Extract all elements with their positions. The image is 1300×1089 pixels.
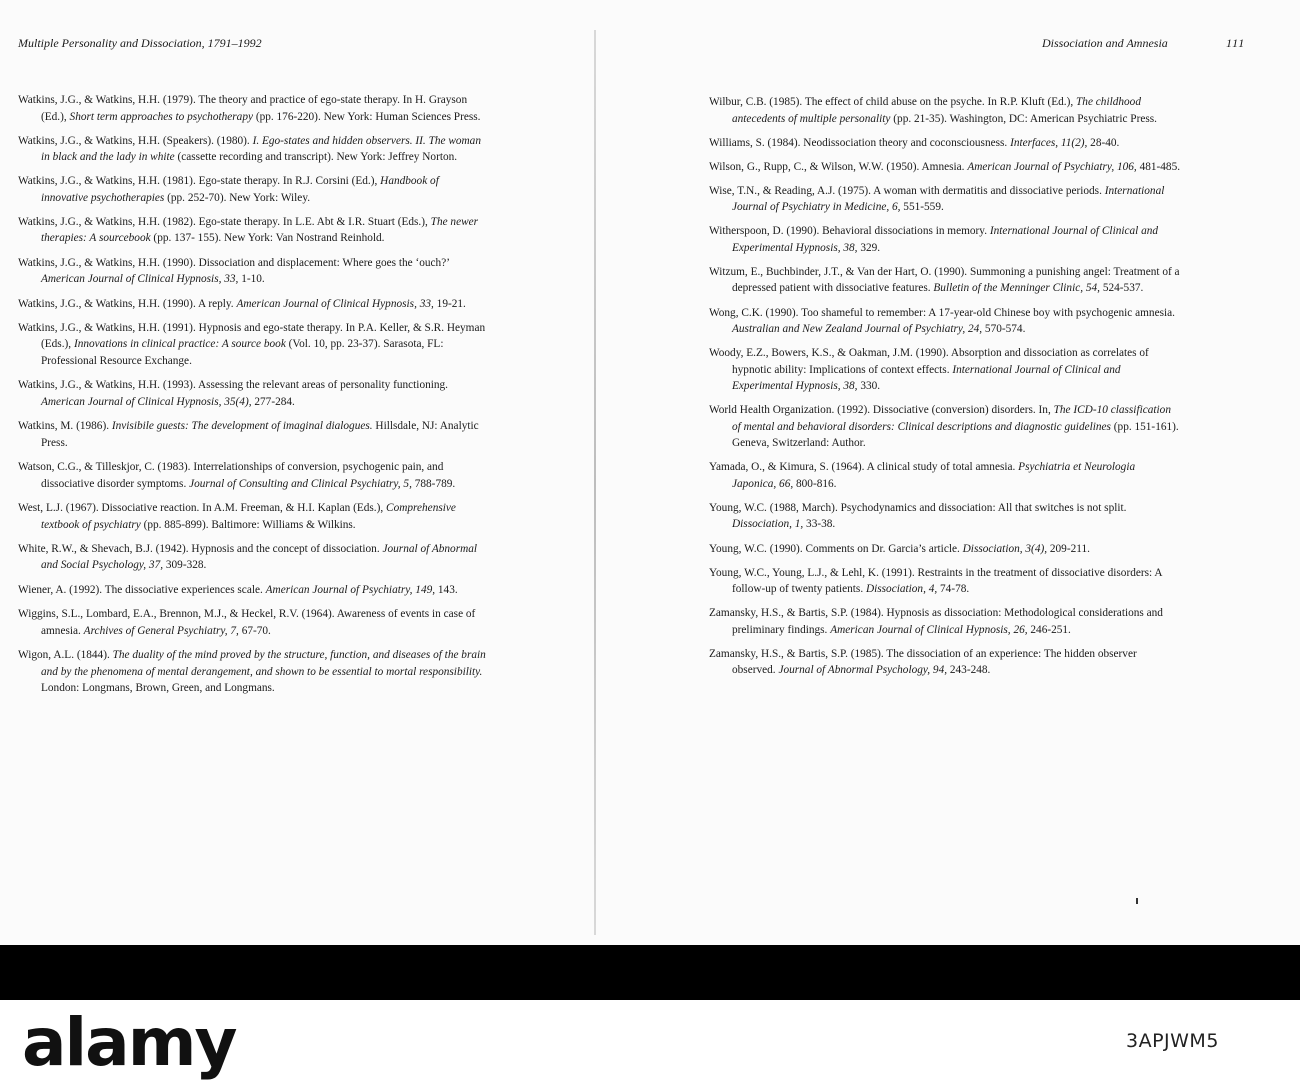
reference-title: Australian and New Zealand Journal of Psychiatry, 24, xyxy=(732,323,983,336)
reference-entry xyxy=(18,377,488,410)
reference-text: 19-21. xyxy=(433,297,466,310)
reference-title: International Journal of Psychiatry in Medicine, 6, xyxy=(732,184,1165,214)
reference-text: Watkins, J.G., & Watkins, H.H. (1990). Dissociation and displacement: Where goes the ‘ouch?’ xyxy=(18,256,450,269)
reference-title: The childhood antecedents of multiple personality xyxy=(732,96,1141,125)
reference-title: Invisibile guests: The development of imaginal dialogues. xyxy=(111,420,373,433)
reference-text: 788-789. xyxy=(411,477,456,490)
reference-text: 309-328. xyxy=(163,559,207,572)
reference-title: American Journal of Clinical Hypnosis, 35(4), xyxy=(41,395,252,408)
reference-title: American Journal of Clinical Hypnosis, 33, xyxy=(236,297,434,310)
reference-entry xyxy=(18,92,488,125)
reference-text: 800-816. xyxy=(793,477,837,490)
reference-text: 1-10. xyxy=(238,273,265,286)
reference-text: West, L.J. (1967). Dissociative reaction. In A.M. Freeman, & H.I. Kaplan (Eds.), xyxy=(18,502,387,515)
reference-text: Watkins, J.G., & Watkins, H.H. (1990). A reply. xyxy=(18,297,237,310)
reference-text: (pp. 252-70). New York: Wiley. xyxy=(164,191,311,204)
reference-text: Watkins, J.G., & Watkins, H.H. (1993). Assessing the relevant areas of personality functioning. xyxy=(18,379,449,392)
reference-entry xyxy=(18,173,488,206)
reference-text: Young, W.C. (1990). Comments on Dr. Garcia’s article. xyxy=(709,542,963,555)
reference-text: 67-70. xyxy=(238,624,271,637)
reference-entry xyxy=(709,402,1181,452)
reference-text: 209-211. xyxy=(1047,542,1090,555)
reference-text: (pp. 885-899). Baltimore: Williams & Wilkins. xyxy=(140,518,356,531)
reference-entry xyxy=(709,223,1181,256)
reference-text: 143. xyxy=(435,583,458,596)
reference-text: Witzum, E., Buchbinder, J.T., & Van der Hart, O. (1990). Summoning a punishing angel: Treatment of a depressed patient with dissociative features. xyxy=(709,265,1180,295)
reference-title: The ICD-10 classification of mental and behavioral disorders: Clinical descriptions and diagnostic guidelines xyxy=(732,404,1171,433)
reference-entry xyxy=(18,541,488,574)
reference-text: 28-40. xyxy=(1087,136,1120,149)
reference-title: Psychiatria et Neurologia Japonica, 66, xyxy=(732,461,1136,490)
reference-text: (pp. 137- 155). New York: Van Nostrand Reinhold. xyxy=(150,232,385,245)
reference-text: Witherspoon, D. (1990). Behavioral dissociations in memory. xyxy=(709,225,990,238)
reference-entry xyxy=(18,606,488,639)
reference-entry xyxy=(709,305,1181,338)
reference-entry xyxy=(709,565,1181,598)
reference-title: The newer therapies: A sourcebook xyxy=(41,215,479,245)
reference-text: Watkins, J.G., & Watkins, H.H. (1982). Ego-state therapy. In L.E. Abt & I.R. Stuart (Eds.), xyxy=(18,215,431,228)
reference-text: Wilbur, C.B. (1985). The effect of child abuse on the psyche. In R.P. Kluft (Ed.), xyxy=(709,96,1077,108)
reference-text: Wiggins, S.L., Lombard, E.A., Brennon, M.J., & Heckel, R.V. (1964). Awareness of events in case of amnesia. xyxy=(18,608,476,637)
reference-title: Short term approaches to psychotherapy xyxy=(69,110,253,123)
reference-text: Wilson, G., Rupp, C., & Wilson, W.W. (1950). Amnesia. xyxy=(709,160,968,173)
reference-text: Wigon, A.L. (1844). xyxy=(18,649,113,662)
reference-entry xyxy=(18,647,488,697)
reference-title: Handbook of innovative psychotherapies xyxy=(41,175,439,204)
reference-title: Archives of General Psychiatry, 7, xyxy=(83,624,239,637)
reference-text: 329. xyxy=(857,241,881,254)
reference-text: 570-574. xyxy=(982,323,1026,336)
reference-text: Hillsdale, NJ: Analytic Press. xyxy=(41,420,479,449)
reference-title: Interfaces, 11(2), xyxy=(1010,136,1088,149)
reference-entry xyxy=(18,459,488,492)
reference-text: Watkins, M. (1986). xyxy=(18,420,112,433)
reference-text: (pp. 176-220). New York: Human Sciences Press. xyxy=(253,110,481,123)
reference-entry xyxy=(18,582,488,599)
reference-text: 551-559. xyxy=(900,201,944,214)
reference-text: 481-485. xyxy=(1136,160,1181,173)
reference-text: Williams, S. (1984). Neodissociation theory and coconsciousness. xyxy=(709,136,1011,149)
reference-text: (cassette recording and transcript). New York: Jeffrey Norton. xyxy=(174,151,458,164)
reference-text: Watkins, J.G., & Watkins, H.H. (1979). The theory and practice of ego-state therapy. In H. Grayson (Ed.), xyxy=(18,94,468,123)
reference-title: Dissociation, 1, xyxy=(732,518,804,531)
reference-entry xyxy=(18,255,488,288)
reference-title: I. Ego-states and hidden observers. II. The woman in black and the lady in white xyxy=(41,134,481,164)
reference-text: Wise, T.N., & Reading, A.J. (1975). A woman with dermatitis and dissociative periods. xyxy=(709,184,1105,197)
reference-title: International Journal of Clinical and Experimental Hypnosis, 38, xyxy=(732,363,1121,393)
reference-entry xyxy=(709,500,1181,533)
left-reference-list xyxy=(18,92,488,704)
reference-entry xyxy=(709,159,1181,176)
page-speck xyxy=(1136,898,1138,904)
reference-text: (Vol. 10, pp. 23-37). Sarasota, FL: Professional Resource Exchange. xyxy=(41,338,444,367)
reference-entry xyxy=(709,646,1181,679)
reference-title: Dissociation, 3(4), xyxy=(962,542,1048,555)
image-id-watermark: 3APJWM5 xyxy=(1126,1030,1219,1052)
reference-title: Bulletin of the Menninger Clinic, 54, xyxy=(933,282,1101,295)
reference-text: 74-78. xyxy=(937,583,970,596)
reference-text: Watkins, J.G., & Watkins, H.H. (1991). Hypnosis and ego-state therapy. In P.A. Keller, & S.R. Heyman (Eds.), xyxy=(18,321,486,351)
reference-text: (pp. 151-161). Geneva, Switzerland: Author. xyxy=(732,420,1179,450)
reference-entry xyxy=(709,459,1181,492)
scan-edge-band xyxy=(0,945,1300,1000)
reference-text: 524-537. xyxy=(1100,282,1144,295)
reference-entry xyxy=(18,214,488,247)
reference-text: World Health Organization. (1992). Dissociative (conversion) disorders. In, xyxy=(709,404,1054,417)
reference-entry xyxy=(709,135,1181,152)
reference-entry xyxy=(709,345,1181,395)
right-reference-list xyxy=(709,94,1181,686)
reference-title: Comprehensive textbook of psychiatry xyxy=(41,502,456,531)
reference-entry xyxy=(18,500,488,533)
reference-title: American Journal of Clinical Hypnosis, 33, xyxy=(41,273,239,286)
reference-entry xyxy=(709,94,1181,127)
left-running-head: Multiple Personality and Dissociation, 1791–1992 xyxy=(18,36,262,50)
reference-text: 277-284. xyxy=(251,395,295,408)
page-number: 111 xyxy=(1226,36,1246,50)
reference-entry xyxy=(709,541,1181,558)
reference-text: (pp. 21-35). Washington, DC: American Psychiatric Press. xyxy=(890,112,1157,125)
reference-text: 33-38. xyxy=(803,518,836,531)
reference-title: Innovations in clinical practice: A source book xyxy=(73,338,286,351)
reference-text: 246-251. xyxy=(1027,623,1071,636)
reference-title: American Journal of Psychiatry, 106, xyxy=(967,160,1137,173)
reference-title: International Journal of Clinical and Experimental Hypnosis, 38, xyxy=(732,225,1159,254)
reference-text: Zamansky, H.S., & Bartis, S.P. (1984). Hypnosis as dissociation: Methodological considerations and preliminary findings. xyxy=(709,607,1163,636)
reference-entry xyxy=(18,296,488,313)
book-gutter xyxy=(594,30,596,935)
reference-text: 330. xyxy=(857,380,881,393)
reference-title: Journal of Abnormal Psychology, 94, xyxy=(778,664,948,677)
reference-title: The duality of the mind proved by the structure, function, and diseases of the brain and by the phenomena of mental derangement, and shown to be essential to mortal responsibility. xyxy=(41,649,486,678)
right-running-head: Dissociation and Amnesia xyxy=(1042,36,1168,50)
reference-text: Young, W.C., Young, L.J., & Lehl, K. (1991). Restraints in the treatment of dissociative disorders: A follow-up of twenty patients. xyxy=(709,566,1162,596)
reference-text: Woody, E.Z., Bowers, K.S., & Oakman, J.M. (1990). Absorption and dissociation as correlates of hypnotic ability: Implications of context effects. xyxy=(709,347,1149,376)
reference-text: Watkins, J.G., & Watkins, H.H. (Speakers). (1980). xyxy=(18,134,253,147)
reference-title: American Journal of Clinical Hypnosis, 26, xyxy=(830,623,1028,636)
reference-text: Watkins, J.G., & Watkins, H.H. (1981). Ego-state therapy. In R.J. Corsini (Ed.), xyxy=(18,175,381,188)
reference-title: Journal of Abnormal and Social Psychology, 37, xyxy=(41,542,478,572)
reference-text: Yamada, O., & Kimura, S. (1964). A clinical study of total amnesia. xyxy=(709,461,1019,474)
reference-entry xyxy=(18,133,488,166)
reference-text: White, R.W., & Shevach, B.J. (1942). Hypnosis and the concept of dissociation. xyxy=(18,542,383,555)
reference-entry xyxy=(18,418,488,451)
reference-title: Dissociation, 4, xyxy=(865,583,938,596)
alamy-logo: alamy xyxy=(22,1004,236,1081)
reference-entry xyxy=(709,183,1181,216)
reference-entry xyxy=(709,264,1181,297)
reference-text: Wong, C.K. (1990). Too shameful to remember: A 17-year-old Chinese boy with psychogenic amnesia. xyxy=(709,306,1175,319)
reference-text: 243-248. xyxy=(947,664,991,677)
reference-title: Journal of Consulting and Clinical Psychiatry, 5, xyxy=(189,477,412,490)
reference-entry xyxy=(18,320,488,370)
reference-text: Zamansky, H.S., & Bartis, S.P. (1985). The dissociation of an experience: The hidden observer observed. xyxy=(709,647,1137,677)
reference-text: London: Longmans, Brown, Green, and Longmans. xyxy=(41,682,275,695)
reference-title: American Journal of Psychiatry, 149, xyxy=(265,583,436,596)
reference-text: Wiener, A. (1992). The dissociative experiences scale. xyxy=(18,583,266,596)
reference-entry xyxy=(709,605,1181,638)
reference-text: Watson, C.G., & Tilleskjor, C. (1983). Interrelationships of conversion, psychogenic pain, and dissociative disorder symptoms. xyxy=(18,461,444,490)
reference-text: Young, W.C. (1988, March). Psychodynamics and dissociation: All that switches is not split. xyxy=(709,501,1127,514)
